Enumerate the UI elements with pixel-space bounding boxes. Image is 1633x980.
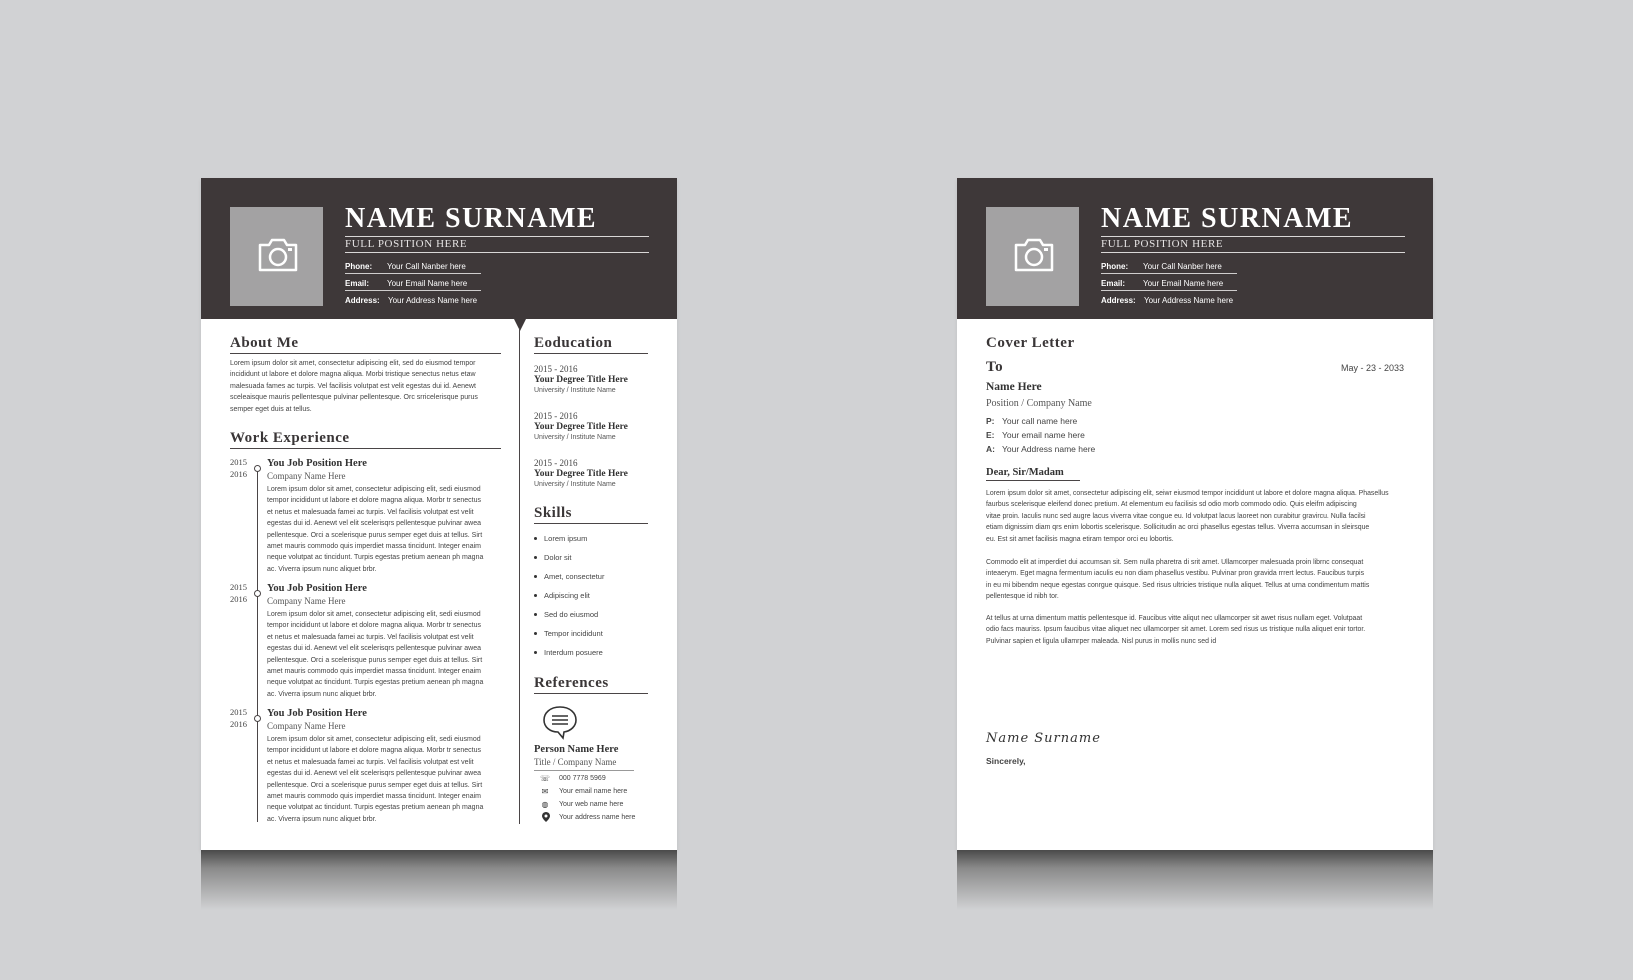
skill-item: Dolor sit xyxy=(544,553,572,562)
text-line: Lorem ipsum dolor sit amet, consectetur adipiscing elit, sedi eiusmod xyxy=(267,611,481,618)
text-line: malesuada fames ac turpis. Vel facilisis volutpat est velit egestas dui id. Aenewt xyxy=(230,382,476,390)
references-rule xyxy=(534,693,648,694)
references-title: References xyxy=(534,675,609,691)
text-line: et netus et malesuada famei ac turpis. Vel facilisis volutpat est velit xyxy=(267,758,474,766)
contact-phone xyxy=(345,260,481,274)
job-description xyxy=(267,734,517,825)
resume-position: FULL POSITION HERE xyxy=(345,238,468,250)
contact-value: Your Address Name here xyxy=(388,296,478,305)
edu-institute: University / Institute Name xyxy=(534,434,616,441)
cover-position: FULL POSITION HERE xyxy=(1101,238,1224,250)
year-start: 2015 xyxy=(230,457,247,467)
timeline-dot xyxy=(254,715,261,722)
column-divider xyxy=(519,328,520,824)
recipient-position: Position / Company Name xyxy=(986,398,1092,409)
skill-item: Interdum posuere xyxy=(544,648,603,657)
year-start: 2015 xyxy=(230,707,247,717)
text-line: vitae proin. Iaculis nunc sed augre lacus viverra vitae congue eu. Id volutpat lacus laoreet non curabitur gravircu. Nulla facilsi xyxy=(986,512,1366,520)
reference-web: Your web name here xyxy=(559,801,624,808)
text-line: Lorem ipsum dolor sit amet, consectetur adipiscing elit, seiwr eiusmod tempor incididunt ut labore et dolore magna aliqua. Phasellus xyxy=(986,490,1389,497)
text-line: ac. Viverra ipsum nunc aliquet brbr. xyxy=(267,565,377,573)
recipient-contact-label: E: xyxy=(986,430,995,440)
text-line: semper eget duis at tellus. xyxy=(230,405,312,413)
text-line: Lorem ipsum dolor sit amet, consectetur adipiscing elit, sed do eiusmod tempor xyxy=(230,360,476,367)
edu-years: 2015 - 2016 xyxy=(534,458,578,468)
location-pin-icon xyxy=(542,812,550,822)
timeline-dot xyxy=(254,590,261,597)
page-shadow xyxy=(201,850,677,910)
text-line: et netus et malesuada famei ac turpis. Vel facilisis volutpat est velit xyxy=(267,508,474,516)
contact-address xyxy=(1101,294,1237,308)
text-line: egestas dui id. Aenewt vel elit scelerisqrs pellentesque pulvinar awea xyxy=(267,520,482,528)
photo-placeholder xyxy=(230,207,323,306)
name-divider xyxy=(345,236,649,237)
reference-rule xyxy=(534,770,634,771)
job-company: Company Name Here xyxy=(267,721,346,731)
about-text xyxy=(230,358,505,415)
contact-address xyxy=(345,294,481,308)
text-line: neque volutpat ac tincidunt. Turpis egestas pretium aenean ph magna xyxy=(267,804,484,812)
education-title: Eoducation xyxy=(534,335,613,351)
contact-label: Address: xyxy=(345,296,380,305)
text-line: tempor incididunt ut labore et dolore magna aliqua. Morbr tr senectus xyxy=(267,747,482,755)
text-line: amet mauris commodo quis imperdiet massa tincidunt. Integer enaim xyxy=(267,793,481,801)
job-title: You Job Position Here xyxy=(267,458,367,469)
job-title: You Job Position Here xyxy=(267,583,367,594)
text-line: in eu mi bibendm neque egestas conrgue quisque. Sed risus ultricies tristique nulla aliquet. Tellus at urna condimentum mattis xyxy=(986,581,1370,589)
job-description xyxy=(267,609,517,700)
contact-value: Your Call Nanber here xyxy=(1143,262,1222,271)
mail-icon: ✉ xyxy=(541,787,549,796)
photo-placeholder xyxy=(986,207,1079,306)
text-line: pellentesque id nibh tor. xyxy=(986,593,1059,601)
letter-date: May - 23 - 2033 xyxy=(1340,363,1404,373)
text-line: pellentesque. Orci a scelerisque purus semper eget duis at tellus. Sirt xyxy=(267,781,483,789)
text-line: faurbus scelerisque eleifend donec pretium. At elementum eu facilisis sd odio morb commodo odio. Quis eleifm adipiscing xyxy=(986,501,1357,509)
job-title: You Job Position Here xyxy=(267,708,367,719)
camera-icon xyxy=(256,237,300,273)
text-line: pellentesque. Orci a scelerisque purus semper eget duis at tellus. Sirt xyxy=(267,531,483,539)
resume-page xyxy=(201,178,677,850)
year-end: 2016 xyxy=(230,594,247,604)
skills-rule xyxy=(534,523,648,524)
year-end: 2016 xyxy=(230,719,247,729)
closing: Sincerely, xyxy=(986,756,1026,766)
text-line: amet mauris commodo quis imperdiet massa tincidunt. Integer enaim xyxy=(267,543,481,551)
text-line: egestas dui id. Aenewt vel elit scelerisqrs pellentesque pulvinar awea xyxy=(267,645,482,653)
edu-degree: Your Degree Title Here xyxy=(534,375,628,385)
edu-institute: University / Institute Name xyxy=(534,387,616,394)
text-line: inteaerym. Eget magna fermentum iaculis eu non diam phasellus vestibu. Pulvinar pron gravida rrrert lectus. Faucibus turpis xyxy=(986,570,1365,578)
work-rule xyxy=(230,448,501,449)
resume-header xyxy=(201,178,677,319)
recipient-contact-value: Your email name here xyxy=(1002,430,1085,440)
contact-email xyxy=(345,277,481,291)
position-divider xyxy=(345,252,649,253)
text-line: Pulvinar sapien et ligula ullamrper maleada. Nisl purus in mollis nunc sed id xyxy=(986,637,1217,645)
to-label: To xyxy=(986,359,1004,375)
year-end: 2016 xyxy=(230,469,247,479)
job-company: Company Name Here xyxy=(267,596,346,606)
text-line: et netus et malesuada famei ac turpis. Vel facilisis volutpat est velit xyxy=(267,633,474,641)
skill-item: Sed do eiusmod xyxy=(544,610,599,619)
contact-email xyxy=(1101,277,1237,291)
text-line: odio facs mauriss. Ipsum faucibus vitae aliquet nec ullamcorper sit amet. Lorem sed risus us tristique nulla aliquet enir tortor. xyxy=(986,626,1366,634)
resume-name: NAME SURNAME xyxy=(345,203,598,234)
position-divider xyxy=(1101,252,1405,253)
text-line: At tellus at urna dimentum mattis pellentesque id. Faucibus vitte aliqut nec ullamcorper sit awet risus nullam eget. Volutpaat xyxy=(986,615,1363,622)
job-company: Company Name Here xyxy=(267,471,346,481)
edu-institute: University / Institute Name xyxy=(534,481,616,488)
text-line: Lorem ipsum dolor sit amet, consectetur adipiscing elit, sedi eiusmod xyxy=(267,736,481,743)
greeting-rule xyxy=(986,480,1080,481)
text-line: Lorem ipsum dolor sit amet, consectetur adipiscing elit, sedi eiusmod xyxy=(267,486,481,493)
signature: Name Surname xyxy=(986,731,1101,746)
header-notch xyxy=(514,319,526,331)
text-line: eu. Est sit amet facilisis magna etiram tempor orci eu lobortis. xyxy=(986,535,1174,543)
text-line: neque volutpat ac tincidunt. Turpis egestas pretium aenean ph magna xyxy=(267,679,484,687)
contact-value: Your Address Name here xyxy=(1144,296,1234,305)
text-line: tempor incididunt ut labore et dolore magna aliqua. Morbr tr senectus xyxy=(267,497,482,505)
recipient-contact-value: Your call name here xyxy=(1002,416,1078,426)
speech-bubble-icon xyxy=(541,704,579,740)
text-line: tempor incididunt ut labore et dolore magna aliqua. Morbr tr senectus xyxy=(267,622,482,630)
edu-years: 2015 - 2016 xyxy=(534,364,578,374)
cover-letter-page xyxy=(957,178,1433,850)
timeline-line xyxy=(257,468,258,822)
contact-value: Your Email Name here xyxy=(1143,279,1224,288)
job-description xyxy=(267,484,517,575)
globe-icon: ◍ xyxy=(541,800,549,809)
reference-phone: 000 7778 5969 xyxy=(559,775,606,782)
letter-paragraph xyxy=(986,613,1411,647)
reference-address: Your address name here xyxy=(559,814,636,821)
recipient-name: Name Here xyxy=(986,381,1042,393)
text-line: etiam dignissim diam qrs enim lobortis scelerisque. Sollicitudin ac orci phasellus egestas tellus. Viverra accumsan in sleirsque xyxy=(986,524,1370,532)
phone-icon: ☏ xyxy=(540,774,551,783)
camera-icon xyxy=(1012,237,1056,273)
letter-paragraph xyxy=(986,557,1411,603)
cover-letter-title: Cover Letter xyxy=(986,335,1075,351)
letter-paragraph xyxy=(986,488,1411,545)
skill-item: Lorem ipsum xyxy=(544,534,588,543)
text-line: egestas dui id. Aenewt vel elit scelerisqrs pellentesque pulvinar awea xyxy=(267,770,482,778)
contact-label: Email: xyxy=(345,279,370,288)
recipient-contact-label: A: xyxy=(986,444,995,454)
contact-phone xyxy=(1101,260,1237,274)
cover-name: NAME SURNAME xyxy=(1101,203,1354,234)
name-divider xyxy=(1101,236,1405,237)
reference-name: Person Name Here xyxy=(534,744,619,755)
contact-label: Phone: xyxy=(1101,262,1129,271)
contact-label: Phone: xyxy=(345,262,373,271)
reference-email: Your email name here xyxy=(559,788,628,795)
contact-value: Your Call Nanber here xyxy=(387,262,466,271)
skills-title: Skills xyxy=(534,505,573,521)
about-rule xyxy=(230,353,501,354)
text-line: pellentesque. Orci a scelerisque purus semper eget duis at tellus. Sirt xyxy=(267,656,483,664)
edu-degree: Your Degree Title Here xyxy=(534,469,628,479)
cover-header xyxy=(957,178,1433,319)
page-shadow xyxy=(957,850,1433,910)
text-line: sceleaisque mauris pellentesque pulvinar pellentesque. Orc srricelerisque purus xyxy=(230,394,478,402)
text-line: ac. Viverra ipsum nunc aliquet brbr. xyxy=(267,690,377,698)
skill-item: Amet, consectetur xyxy=(544,572,605,581)
work-title: Work Experience xyxy=(230,430,350,446)
edu-degree: Your Degree Title Here xyxy=(534,422,628,432)
contact-label: Email: xyxy=(1101,279,1126,288)
recipient-contact-value: Your Address name here xyxy=(1002,444,1096,454)
job-years xyxy=(230,581,247,605)
timeline-dot xyxy=(254,465,261,472)
about-title: About Me xyxy=(230,335,299,351)
recipient-contact-label: P: xyxy=(986,416,995,426)
text-line: incididunt ut labore et dolore magna aliqua. Morbi tristique senectus netus etaw xyxy=(230,371,476,379)
greeting: Dear, Sir/Madam xyxy=(986,467,1064,478)
text-line: Commodo elit at imperdiet dui accumsan sit. Sem nulla pharetra di srit amet. Ullamcorper malesuada proin librnc consequat xyxy=(986,559,1364,566)
contact-label: Address: xyxy=(1101,296,1136,305)
text-line: ac. Viverra ipsum nunc aliquet brbr. xyxy=(267,815,377,823)
edu-years: 2015 - 2016 xyxy=(534,411,578,421)
reference-role: Title / Company Name xyxy=(534,757,617,767)
text-line: amet mauris commodo quis imperdiet massa tincidunt. Integer enaim xyxy=(267,668,481,676)
skill-item: Tempor incididunt xyxy=(544,629,603,638)
skill-item: Adipiscing elit xyxy=(544,591,590,600)
job-years xyxy=(230,706,247,730)
education-rule xyxy=(534,353,648,354)
job-years xyxy=(230,456,247,480)
contact-value: Your Email Name here xyxy=(387,279,468,288)
text-line: neque volutpat ac tincidunt. Turpis egestas pretium aenean ph magna xyxy=(267,554,484,562)
year-start: 2015 xyxy=(230,582,247,592)
